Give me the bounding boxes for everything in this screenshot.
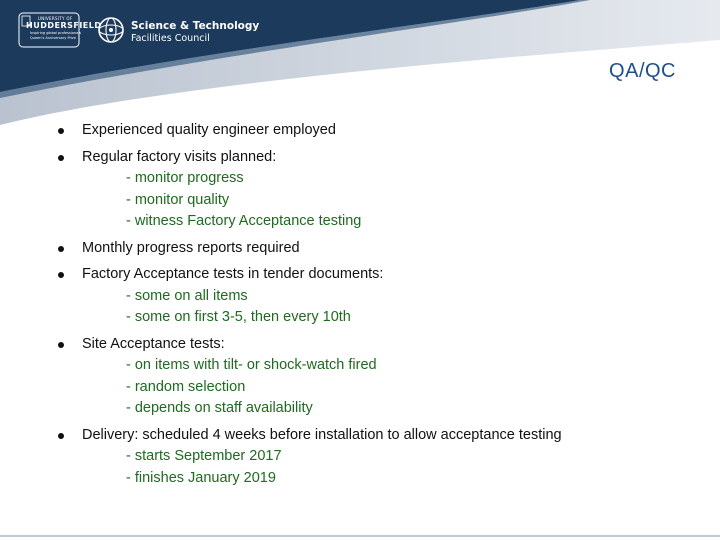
university-logo-name: HUDDERSFIELD [26, 21, 102, 30]
bullet-dot-icon [58, 342, 64, 348]
bullet-dot-icon [58, 433, 64, 439]
bullet-item [58, 120, 698, 142]
sub-item: - witness Factory Acceptance testing [126, 213, 362, 229]
bullet-item [58, 238, 698, 260]
bullet-text: Experienced quality engineer employed [82, 122, 336, 138]
footer-divider [0, 535, 720, 537]
bullet-text: Delivery: scheduled 4 weeks before installation to allow acceptance testing [82, 426, 562, 443]
stfc-logo-name: Science & Technology [131, 20, 260, 32]
bullet-list [58, 120, 698, 489]
university-logo-award: Queen's Anniversary Prize [30, 36, 76, 40]
sub-item: - random selection [126, 378, 246, 395]
bullet-text: Regular factory visits planned: [82, 148, 277, 165]
bullet-item [58, 147, 698, 233]
bullet-item [58, 264, 698, 329]
bullet-dot-icon [58, 272, 64, 278]
stfc-logo-icon [96, 15, 126, 45]
bullet-dot-icon [58, 246, 64, 252]
sub-item: - depends on staff availability [126, 400, 313, 416]
sub-item: - starts September 2017 [126, 448, 282, 464]
sub-item: - on items with tilt- or shock-watch fired [126, 357, 377, 373]
sub-item: - finishes January 2019 [126, 469, 276, 486]
bullet-dot-icon [58, 128, 64, 134]
sub-item: - monitor progress [126, 170, 244, 186]
university-logo-tagline: Inspiring global professionals [30, 31, 82, 35]
bullet-text: Site Acceptance tests: [82, 335, 225, 352]
bullet-text: Factory Acceptance tests in tender documents: [82, 266, 384, 282]
bullet-dot-icon [58, 155, 64, 161]
sub-item: - some on all items [126, 287, 248, 304]
sub-item: - some on first 3-5, then every 10th [126, 309, 351, 325]
university-logo-line1: UNIVERSITY OF [38, 16, 73, 21]
stfc-logo-subname: Facilities Council [131, 33, 210, 44]
bullet-text: Monthly progress reports required [82, 239, 300, 256]
page-title: QA/QC [609, 60, 676, 82]
bullet-item [58, 425, 698, 490]
sub-item: - monitor quality [126, 191, 230, 208]
bullet-item [58, 334, 698, 420]
